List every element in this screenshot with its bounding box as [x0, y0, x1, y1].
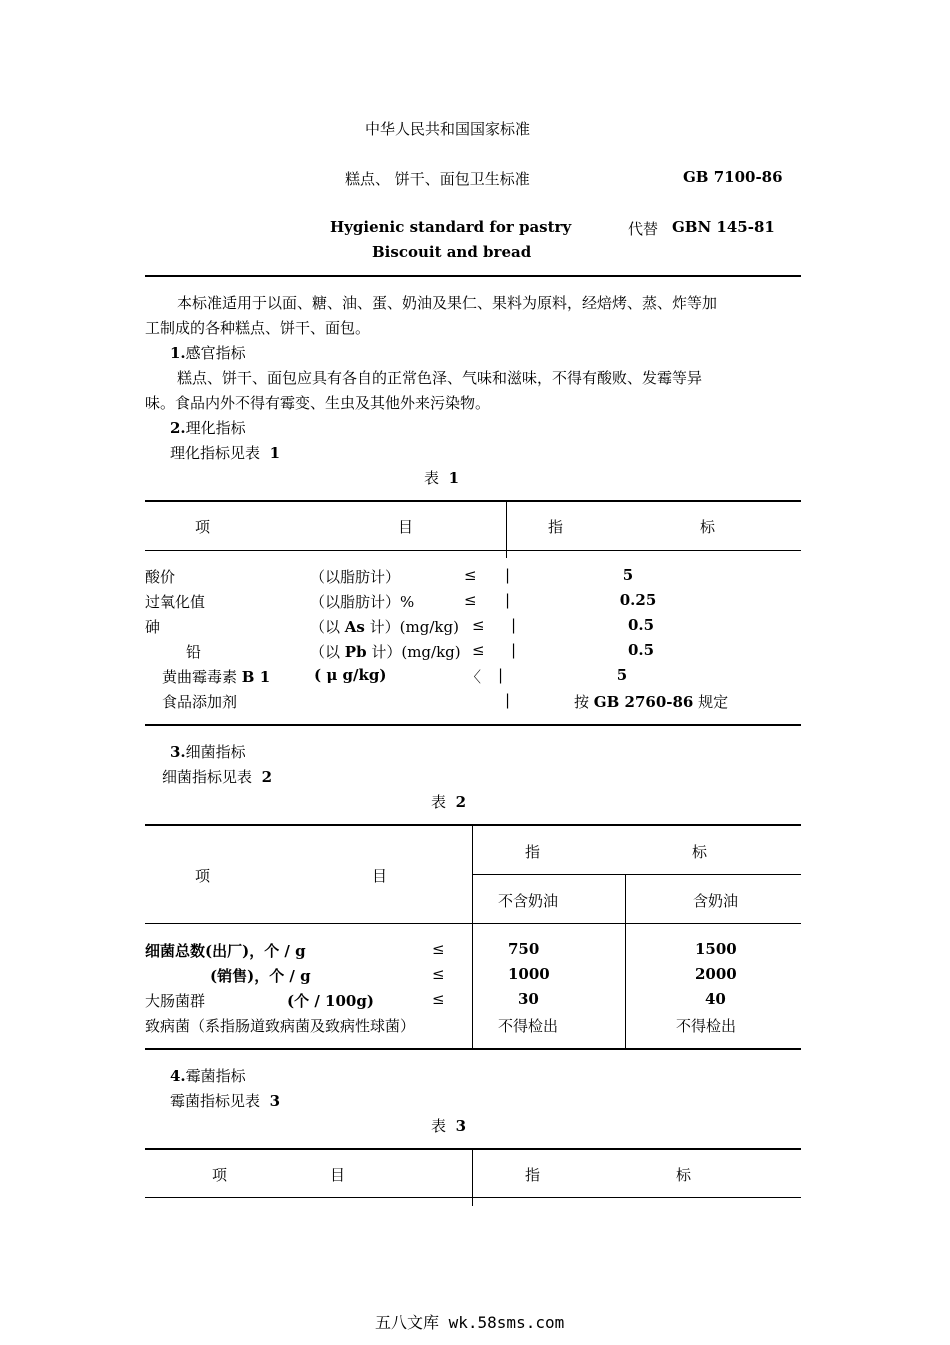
table-row: 大肠菌群 — [145, 992, 206, 1010]
table2-main-divider — [472, 826, 473, 1050]
section1-line1: 糕点、饼干、面包应具有各自的正常色泽、气味和滋味，不得有酸败、发霉等异 — [177, 369, 703, 387]
table-cell-value: 1000 — [508, 965, 550, 983]
section4-heading: 4.霉菌指标 — [170, 1067, 246, 1085]
table2-subheader-rule — [472, 874, 801, 875]
section1-line2: 味。食品内外不得有霉变、生虫及其他外来污染物。 — [145, 394, 491, 412]
header-divider — [145, 275, 801, 277]
table3-header-item-a: 项 — [212, 1166, 228, 1184]
section3-ref: 细菌指标见表 2 — [162, 768, 272, 786]
table-cell-value: 不得检出 — [498, 1017, 559, 1035]
table2-caption: 表 2 — [431, 793, 466, 811]
section2-heading: 2.理化指标 — [170, 419, 246, 437]
table2-header-index-a: 指 — [525, 843, 541, 861]
table-cell-op: ≤ — [464, 591, 477, 609]
table1-header-rule — [145, 550, 801, 551]
table-row: 食品添加剂 — [162, 693, 238, 711]
section3-heading: 3.细菌指标 — [170, 743, 246, 761]
document-title-en-line1: Hygienic standard for pastry — [330, 218, 572, 236]
table-cell-value: 0.5 — [627, 616, 655, 634]
column-separator: | — [505, 591, 511, 609]
table-cell-op: 〈 — [466, 668, 482, 686]
table-cell-value: 2000 — [695, 965, 737, 983]
table1-caption: 表 1 — [424, 469, 459, 487]
table1-top-rule — [145, 500, 801, 502]
column-separator: | — [511, 641, 517, 659]
document-title-en-line2: Biscouit and bread — [372, 243, 532, 261]
table-row: 铅 — [186, 643, 202, 661]
column-separator: | — [505, 691, 511, 709]
table-cell-unit: ( μ g/kg) — [314, 666, 387, 684]
footer-watermark: 五八文库 wk.58sms.com — [375, 1313, 565, 1332]
national-standard-heading: 中华人民共和国国家标准 — [365, 120, 531, 138]
table-cell-op: ≤ — [432, 990, 445, 1008]
table3-header-index-b: 标 — [676, 1166, 692, 1184]
table-cell-value: 5 — [616, 666, 628, 684]
column-separator: | — [498, 666, 504, 684]
table2-header-index-b: 标 — [692, 843, 708, 861]
table-cell-value: 不得检出 — [676, 1017, 737, 1035]
table2-header-item-b: 目 — [372, 867, 388, 885]
table1-header-item-a: 项 — [195, 518, 211, 536]
table-cell-value: 1500 — [695, 940, 737, 958]
table2-header-col2: 含奶油 — [693, 892, 739, 910]
table-row: 过氧化值 — [145, 593, 206, 611]
table-row: (销售)，个 / g — [210, 967, 311, 985]
table-cell-unit: （以脂肪计）% — [310, 593, 415, 611]
table-cell-value: 按 GB 2760-86 规定 — [574, 693, 729, 711]
table-cell-value: 750 — [508, 940, 540, 958]
table1-header-item-b: 目 — [398, 518, 414, 536]
table-cell-op: ≤ — [432, 940, 445, 958]
section4-ref: 霉菌指标见表 3 — [170, 1092, 280, 1110]
intro-line1: 本标准适用于以面、糖、油、蛋、奶油及果仁、果料为原料，经焙烤、蒸、炸等加 — [177, 294, 718, 312]
intro-line2: 工制成的各种糕点、饼干、面包。 — [145, 319, 371, 337]
table-cell-op: ≤ — [472, 641, 485, 659]
replaces-code: GBN 145-81 — [672, 218, 775, 236]
table2-header-col1: 不含奶油 — [498, 892, 559, 910]
table1-header-index-a: 指 — [548, 518, 564, 536]
table-row: 酸价 — [145, 568, 176, 586]
section2-ref: 理化指标见表 1 — [170, 444, 280, 462]
table1-bottom-rule — [145, 724, 801, 726]
standard-code: GB 7100-86 — [683, 168, 783, 186]
table3-top-rule — [145, 1148, 801, 1150]
table3-caption: 表 3 — [431, 1117, 466, 1135]
table-cell-value: 5 — [622, 566, 634, 584]
table2-sub-divider — [625, 875, 626, 1050]
table3-header-index-a: 指 — [525, 1166, 541, 1184]
replaces-label: 代替 — [628, 220, 659, 238]
table-row: 致病菌（系指肠道致病菌及致病性球菌） — [145, 1017, 416, 1035]
table-row: 砷 — [145, 618, 161, 636]
table-cell-unit: （以 Pb 计）(mg/kg) — [310, 643, 461, 661]
table1-header-index-b: 标 — [700, 518, 716, 536]
table-cell-op: ≤ — [464, 566, 477, 584]
column-separator: | — [511, 616, 517, 634]
table-cell-value: 40 — [705, 990, 726, 1008]
table-cell-unit: （以脂肪计） — [310, 568, 401, 586]
table2-header-rule — [145, 923, 801, 924]
table-cell-value: 0.25 — [619, 591, 657, 609]
table-cell-unit: （以 As 计）(mg/kg) — [310, 618, 459, 636]
document-title-cn: 糕点、 饼干、面包卫生标准 — [345, 170, 530, 188]
table3-header-rule — [145, 1197, 801, 1198]
section1-heading: 1.感官指标 — [170, 344, 246, 362]
column-separator: | — [505, 566, 511, 584]
table2-bottom-rule — [145, 1048, 801, 1050]
table-row: 细菌总数(出厂)，个 / g — [145, 942, 306, 960]
table-cell-op: ≤ — [432, 965, 445, 983]
table2-header-item-a: 项 — [195, 867, 211, 885]
table-cell-op: ≤ — [472, 616, 485, 634]
table-row: 黄曲霉毒素 B 1 — [162, 668, 271, 686]
table-cell-value: 0.5 — [627, 641, 655, 659]
table3-header-item-b: 目 — [330, 1166, 346, 1184]
table-cell-unit: (个 / 100g) — [287, 992, 374, 1010]
table2-top-rule — [145, 824, 801, 826]
table-cell-value: 30 — [518, 990, 539, 1008]
